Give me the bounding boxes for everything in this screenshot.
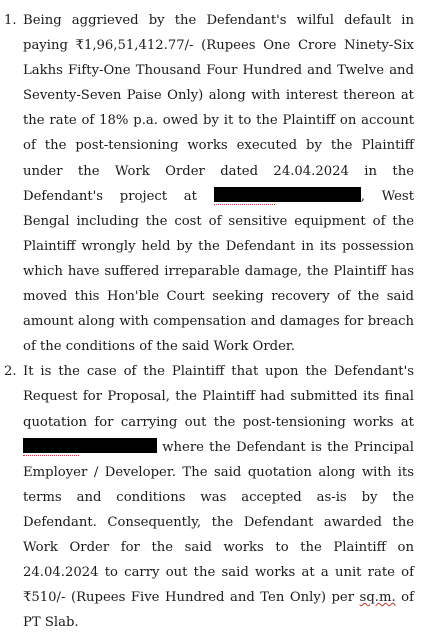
redaction-block xyxy=(214,187,361,202)
paragraph-number: 1. xyxy=(4,13,17,28)
paragraph-2 xyxy=(0,359,448,635)
paragraph-2-text-b: where the Defendant is the Principal Employer / Developer. The said quotation along with its terms and conditions was accepted as-is by the Defendant. Consequently, the Defendant awarded the Work Order for the said works to the Plaintiff on 24.04.2024 to carry out the said works at a unit rate of ₹510/- (Rupees Five Hundred and Ten Only) per xyxy=(23,439,414,606)
paragraph-1-text-a: Being aggrieved by the Defendant's wilful default in paying ₹1,96,51,412.77/- (Rupees One Crore Ninety-Six Lakhs Fifty-One Thousand Four Hundred and Twelve and Seventy-Seven Paise Only) along with interest thereon at the rate of 18% p.a. owed by it to the Plaintiff on account of the post-tensioning works executed by the Plaintiff under the Work Order dated 24.04.2024 in the Defendant's project at xyxy=(23,13,414,204)
paragraph-text xyxy=(23,359,414,635)
paragraph-1-text-b: , West Bengal including the cost of sensitive equipment of the Plaintiff wrongly held by the Defendant in its possession which have suffered irreparable damage, the Plaintiff has moved this Hon'ble Court seeking recovery of the said amount along with compensation and damages for breach of the conditions of the said Work Order. xyxy=(23,188,414,355)
paragraph-2-text-a: It is the case of the Plaintiff that upon the Defendant's Request for Proposal, the Plaintiff had submitted its final quotation for carrying out the post-tensioning works at xyxy=(23,364,414,430)
redaction-block xyxy=(23,438,157,453)
paragraph-text xyxy=(23,8,414,359)
paragraph-number: 2. xyxy=(4,364,17,380)
document-body xyxy=(0,8,448,635)
numbered-paragraphs xyxy=(0,8,448,635)
paragraph-1 xyxy=(0,8,448,359)
paragraph-2-text-c: of PT Slab. xyxy=(23,590,414,631)
spellcheck-flagged-word: sq.m. xyxy=(359,590,396,606)
